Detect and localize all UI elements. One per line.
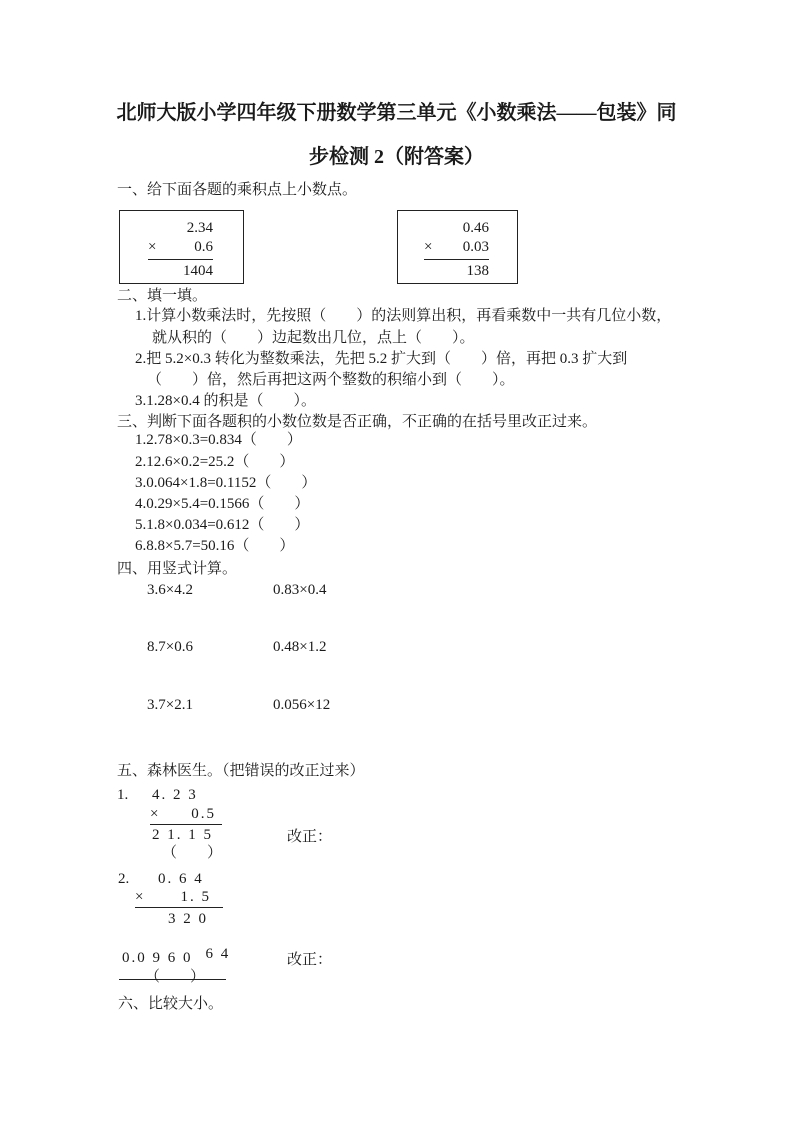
doctor-problem-2-partial-product-2-value: 6 4: [205, 946, 231, 962]
box-1-product: 1404: [183, 263, 213, 279]
judge-item-3: 3.0.064×1.8=0.1152（ ）: [135, 475, 317, 491]
doctor-problem-1-number: 1.: [117, 787, 129, 803]
doctor-problem-1: [117, 786, 337, 866]
fill-item-1-line-2: 就从积的（ ）边起数出几位，点上（ ）。: [152, 330, 475, 346]
section-5-heading: 五、森林医生。（把错误的改正过来）: [117, 763, 365, 779]
section-4-heading: 四、用竖式计算。: [117, 561, 238, 577]
box-2-multiplier: 0.03: [462, 239, 489, 255]
calc-expression-3-1: 3.7×2.1: [147, 697, 193, 713]
section-3-heading: 三、判断下面各题积的小数位数是否正确，不正确的在括号里改正过来。: [117, 414, 598, 430]
fill-item-3: 3.1.28×0.4 的积是（ ）。: [135, 393, 316, 409]
section-1-heading: 一、给下面各题的乘积点上小数点。: [117, 182, 358, 198]
doctor-problem-2-partial-product-1: 3 2 0: [168, 911, 208, 927]
calc-expression-2-2: 0.48×1.2: [273, 639, 327, 655]
doctor-problem-2-multiplicand: 0. 6 4: [158, 871, 204, 887]
box-2-product: 138: [466, 263, 489, 279]
box-1-multiply-sign: ×: [148, 239, 157, 255]
doctor-problem-1-product: 2 1. 1 5: [152, 827, 213, 843]
box-2-multiply-sign: ×: [424, 239, 433, 255]
box-2-multiplicand: 0.46: [462, 220, 489, 236]
document-title-line-1: 北师大版小学四年级下册数学第三单元《小数乘法——包装》同: [116, 102, 677, 124]
doctor-problem-1-multiplicand: 4. 2 3: [152, 787, 198, 803]
doctor-problem-2-paren-blank: （ ）: [145, 969, 206, 985]
section-6-heading: 六、比较大小。: [118, 996, 224, 1012]
calc-expression-1-2: 0.83×0.4: [273, 582, 327, 598]
multiplication-box-1: [119, 210, 244, 284]
document-title-line-2: 步检测 2（附答案）: [309, 146, 484, 168]
judge-item-2: 2.12.6×0.2=25.2（ ）: [135, 454, 295, 470]
doctor-problem-1-correction-label: 改正：: [287, 829, 333, 845]
box-1-multiplicand: 2.34: [186, 220, 213, 236]
box-1-multiply-row: [148, 240, 213, 260]
section-2-heading: 二、填一填。: [117, 288, 208, 304]
doctor-problem-2: [117, 871, 337, 991]
box-1-vertical-multiplication: [148, 221, 213, 279]
calc-expression-1-1: 3.6×4.2: [147, 582, 193, 598]
doctor-problem-2-product: 0.0 9 6 0: [122, 950, 193, 966]
doctor-problem-1-multiply-row: [150, 807, 222, 825]
fill-item-1-line-1: 1.计算小数乘法时，先按照（ ）的法则算出积，再看乘数中一共有几位小数，: [135, 308, 672, 324]
doctor-problem-2-number: 2.: [118, 871, 130, 887]
doctor-problem-1-multiplier: 0.5: [191, 806, 216, 822]
doctor-problem-2-multiply-row: [135, 890, 223, 908]
doctor-problem-2-multiplier: 1. 5: [180, 889, 211, 905]
judge-item-5: 5.1.8×0.034=0.612（ ）: [135, 517, 310, 533]
box-2-vertical-multiplication: [424, 221, 489, 279]
judge-item-6: 6.8.8×5.7=50.16（ ）: [135, 538, 295, 554]
judge-item-1: 1.2.78×0.3=0.834（ ）: [135, 432, 302, 448]
doctor-problem-1-multiply-sign: ×: [150, 806, 159, 822]
box-1-multiplier: 0.6: [194, 239, 213, 255]
box-2-multiply-row: [424, 240, 489, 260]
doctor-problem-1-paren-blank: （ ）: [162, 845, 223, 861]
doctor-problem-2-multiply-sign: ×: [135, 889, 144, 905]
calc-expression-3-2: 0.056×12: [273, 697, 331, 713]
judge-item-4: 4.0.29×5.4=0.1566（ ）: [135, 496, 310, 512]
doctor-problem-2-correction-label: 改正：: [287, 952, 333, 968]
fill-item-2-line-1: 2.把 5.2×0.3 转化为整数乘法，先把 5.2 扩大到（ ）倍，再把 0.3 扩大到: [135, 351, 628, 367]
calc-expression-2-1: 8.7×0.6: [147, 639, 193, 655]
multiplication-box-2: [397, 210, 518, 284]
fill-item-2-line-2: （ ）倍，然后再把这两个整数的积缩小到（ ）。: [147, 372, 515, 388]
